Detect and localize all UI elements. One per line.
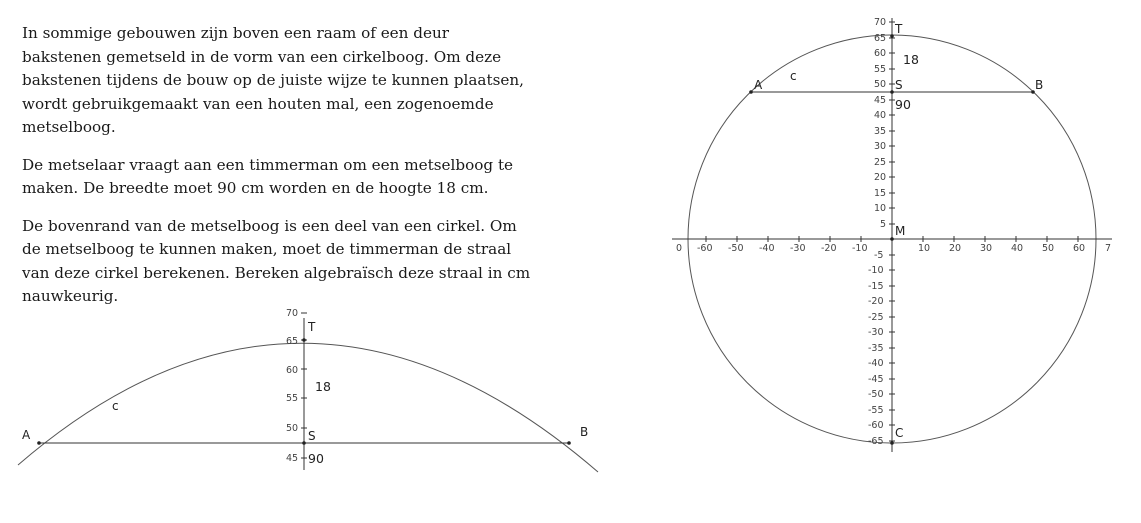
circle-figure [672,17,1112,452]
circle-figure-x-tick-m30: -30 [790,243,806,254]
circle-figure-x-tick-m40: -40 [759,243,775,254]
arc-figure-y-tick-70: 70 [286,308,299,319]
circle-figure-y-tick-40: 40 [874,110,887,121]
arc-figure-height-label: 18 [315,379,331,394]
arc-figure-label-c: c [112,399,119,413]
circle-figure-x-tick-10: 10 [918,243,931,254]
arc-figure-label-b: B [580,425,589,439]
circle-figure-label-b: B [1035,78,1044,92]
circle-figure-y-tick-m15: -15 [868,281,884,292]
arc-figure-width-label: 90 [308,451,324,466]
circle-figure-x-tick-m10: -10 [852,243,868,254]
circle-figure-label-m: M [895,224,906,238]
circle-figure-y-tick-10: 10 [874,203,887,214]
circle-figure-y-tick-50: 50 [874,79,887,90]
circle-figure-y-tick-35: 35 [874,126,887,137]
circle-figure-y-tick-45: 45 [874,95,887,106]
arc-figure-y-tick-45: 45 [286,453,299,464]
circle-figure-x-tick-m20: -20 [821,243,837,254]
circle-figure-x-tick-m60: -60 [697,243,713,254]
circle-figure-x-tick-40: 40 [1011,243,1024,254]
problem-paragraph-1: In sommige gebouwen zijn boven een raam of een deur bakstenen gemetseld in de vorm van een cirkelboog. Om deze bakstenen tijdens de bouw op de juiste wijze te kunnen plaatsen, wordt gebruikgemaakt van een houten mal, een zogenoemde metselboog. [22,24,524,136]
problem-paragraph-3: De bovenrand van de metselboog is een deel van een cirkel. Om de metselboog te kunnen maken, moet de timmerman de straal van deze cirkel berekenen. Bereken algebraïsch deze straal in cm nauwkeurig. [22,216,531,305]
circle-figure-x-tick-50: 50 [1042,243,1055,254]
circle-figure-point-s [890,90,894,94]
circle-figure-y-tick-25: 25 [874,157,887,168]
arc-figure-point-b [567,441,571,445]
circle-figure-y-tick-m50: -50 [868,389,884,400]
circle-figure-y-tick-55: 55 [874,64,887,75]
circle-figure-y-tick-65: 65 [874,33,887,44]
arc-figure-label-s: S [308,429,316,443]
circle-figure-x-tick-20: 20 [949,243,962,254]
circle-figure-y-tick-m10: -10 [868,265,884,276]
circle-figure-label-c: C [895,426,904,440]
arc-figure-y-tick-60: 60 [286,365,299,376]
circle-figure-x-tick-60: 60 [1073,243,1086,254]
circle-figure-point-a [749,90,753,94]
circle-figure-y-tick-m25: -25 [868,312,884,323]
circle-figure-point-t [890,34,894,38]
circle-figure-label-s: S [895,78,903,92]
circle-figure-label-t: T [895,22,903,36]
arc-figure-point-s [302,441,306,445]
circle-figure-y-tick-60: 60 [874,48,887,59]
circle-figure-y-tick-20: 20 [874,172,887,183]
arc-figure-point-a [37,441,41,445]
circle-figure-x-edge-right: 7 [1105,243,1112,254]
circle-figure-y-tick-m5: -5 [874,250,884,261]
arc-figure-point-t [302,338,306,342]
circle-figure-point-m [890,237,894,241]
circle-figure-point-c [890,441,894,445]
circle-figure-y-tick-m45: -45 [868,374,884,385]
circle-figure-x-edge-left: 0 [676,243,683,254]
arc-figure [18,308,598,472]
circle-figure-y-tick-30: 30 [874,141,887,152]
circle-figure-y-tick-m65: -65 [868,436,884,447]
arc-figure-y-tick-65: 65 [286,336,299,347]
arc-figure-y-tick-50: 50 [286,423,299,434]
circle-figure-y-tick-m30: -30 [868,327,884,338]
circle-figure-y-tick-m40: -40 [868,358,884,369]
arc-figure-y-tick-55: 55 [286,393,299,404]
circle-figure-height-label: 18 [903,52,919,67]
circle-figure-x-tick-m50: -50 [728,243,744,254]
circle-figure-y-tick-70: 70 [874,17,887,28]
arc-figure-label-t: T [308,320,316,334]
circle-figure-label-a: A [754,78,763,92]
circle-figure-y-tick-m60: -60 [868,420,884,431]
arc-figure-label-a: A [22,428,31,442]
circle-figure-arc-label-c: c [790,69,797,83]
circle-figure-y-tick-m20: -20 [868,296,884,307]
circle-figure-y-tick-5: 5 [880,219,887,230]
circle-figure-x-tick-30: 30 [980,243,993,254]
circle-figure-y-tick-15: 15 [874,188,887,199]
circle-figure-y-tick-m35: -35 [868,343,884,354]
circle-figure-width-label: 90 [895,97,911,112]
problem-paragraph-2: De metselaar vraagt aan een timmerman om een metselboog te maken. De breedte moet 90 cm worden en de hoogte 18 cm. [22,155,514,197]
circle-figure-y-tick-m55: -55 [868,405,884,416]
